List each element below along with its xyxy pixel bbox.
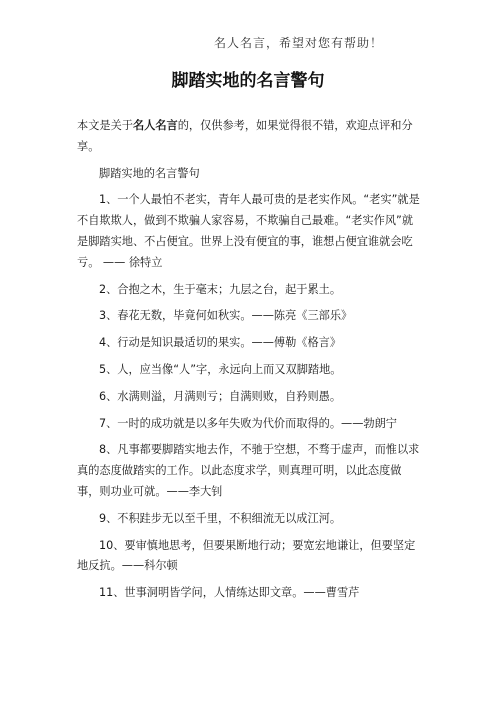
quote-item: 3、春花无数，毕竟何如秋实。——陈亮《三部乐》 [99,309,353,323]
section-heading: 脚踏实地的名言警句 [99,166,200,180]
intro-prefix: 本文是关于 [77,119,133,132]
quote-item: 1、一个人最怕不老实，青年人最可贵的是老实作风。“老实”就是不自欺欺人，做到不欺骗人家容易，不欺骗自己最难。“老实作风”就是脚踏实地、不占便宜。世界上没有便宜的事，谁想占便宜谁就会吃亏。 —— 徐特立 [77,193,420,269]
intro-suffix: 的，仅供参考，如果觉得很不错，欢迎点评和分享。 [77,119,413,153]
header-note: 名人名言，希望对您有帮助！ [213,36,383,50]
quote-item: 7、一时的成功就是以多年失败为代价而取得的。——勃朗宁 [99,416,397,430]
quote-item: 8、凡事都要脚踏实地去作，不驰于空想，不骛于虚声，而惟以求真的态度做踏实的工作。以此态度求学，则真理可明，以此态度做事，则功业可就。——李大钊 [77,443,420,498]
quote-item: 9、不积跬步无以至千里，不积细流无以成江河。 [99,511,342,525]
quote-item: 11、世事洞明皆学问，人情练达即文章。——曹雪芹 [99,586,360,600]
page-title: 脚踏实地的名言警句 [171,71,325,91]
quote-item: 4、行动是知识最适切的果实。——傅勒《格言》 [99,336,342,350]
quote-item: 5、人，应当像“人”字，永远向上而又双脚踏地。 [99,362,342,376]
quote-item: 2、合抱之木，生于毫末；九层之台，起于累土。 [99,282,342,296]
intro-paragraph [77,116,423,158]
quote-item: 10、要审慎地思考，但要果断地行动；要宽宏地谦让，但要坚定地反抗。——科尔顿 [77,538,416,573]
quote-item: 6、水满则溢，月满则亏；自满则败，自矜则愚。 [99,389,342,403]
intro-keyword: 名人名言 [132,119,178,132]
document-body [77,116,423,610]
